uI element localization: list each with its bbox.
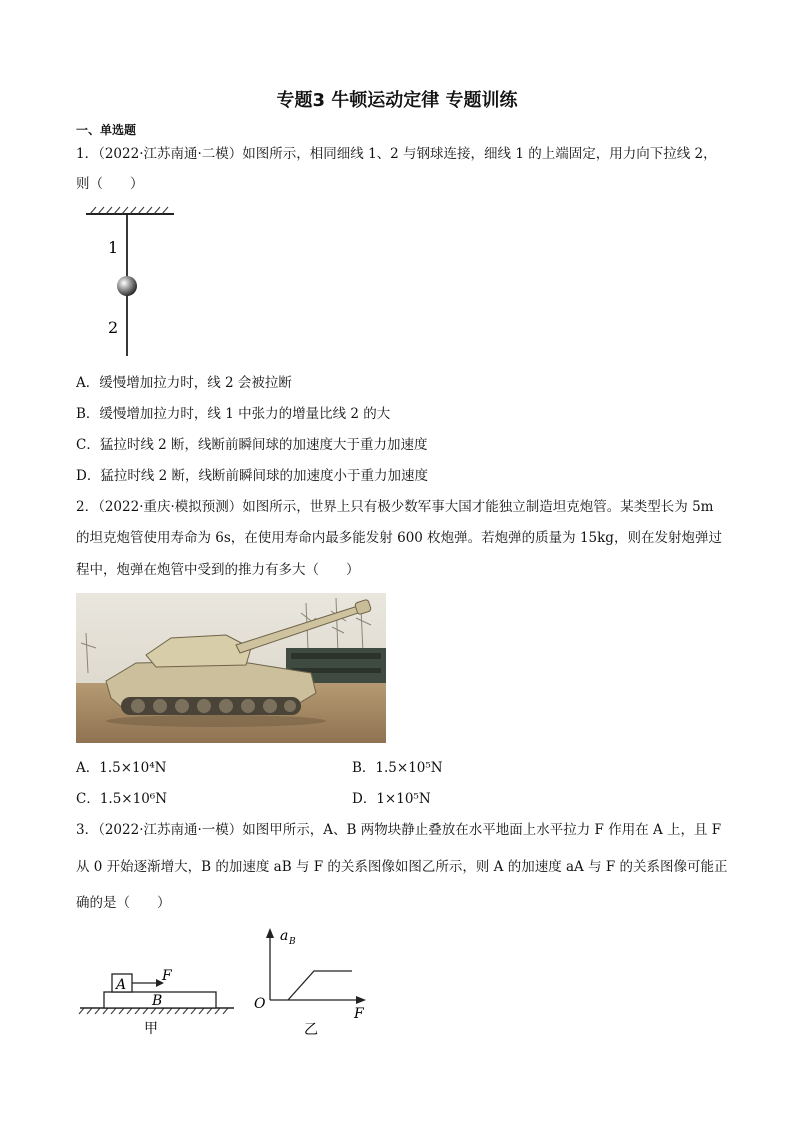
caption-jia: 甲 — [144, 1021, 158, 1037]
q3-figure-yi — [250, 922, 380, 1040]
q2-option-a[interactable]: A．1.5×10⁴N — [76, 760, 167, 776]
q2-option-b[interactable]: B．1.5×10⁵N — [352, 760, 443, 776]
string-label-1: 1 — [108, 238, 119, 257]
page-title: 专题3 牛顿运动定律 专题训练 — [276, 90, 518, 111]
q3-stem-line1: 3．（2022·江苏南通·一模）如图甲所示，A、B 两物块静止叠放在水平地面上水平拉力 F 作用在 A 上，且 F — [76, 822, 722, 838]
block-b-label: B — [152, 993, 163, 1009]
ab-curve — [288, 971, 352, 1000]
string-label-2: 2 — [108, 318, 119, 337]
q1-string-ball-figure — [80, 206, 180, 362]
q2-stem-line3: 程中，炮弹在炮管中受到的推力有多大（ ） — [76, 562, 360, 578]
origin-label: O — [254, 996, 266, 1012]
y-axis-subscript: B — [289, 937, 296, 947]
q1-option-a[interactable]: A．缓慢增加拉力时，线 2 会被拉断 — [76, 375, 292, 391]
y-axis-arrow — [266, 928, 274, 938]
q2-stem-line2: 的坦克炮管使用寿命为 6s，在使用寿命内最多能发射 600 枚炮弹。若炮弹的质量为 15kg，则在发射炮弹过 — [76, 530, 722, 546]
x-axis-label: F — [354, 1006, 364, 1022]
q2-option-c[interactable]: C．1.5×10⁶N — [76, 791, 168, 807]
q3-stem-line2: 从 0 开始逐渐增大，B 的加速度 aB 与 F 的关系图像如图乙所示，则 A 的加速度 aA 与 F 的关系图像可能正 — [76, 859, 728, 875]
q2-option-d[interactable]: D．1×10⁵N — [352, 791, 431, 807]
caption-yi: 乙 — [304, 1022, 318, 1038]
q2-stem-line1: 2．（2022·重庆·模拟预测）如图所示，世界上只有极少数军事大国才能独立制造坦克炮管。某类型长为 5m — [76, 499, 714, 515]
ceiling-hatch — [90, 207, 168, 214]
q1-option-b[interactable]: B．缓慢增加拉力时，线 1 中张力的增量比线 2 的大 — [76, 406, 391, 422]
q1-stem-line2: 则（ ） — [76, 176, 144, 192]
x-axis-arrow — [356, 996, 366, 1004]
force-label: F — [162, 968, 172, 984]
q1-stem-line1: 1．（2022·江苏南通·二模）如图所示，相同细线 1、2 与钢球连接，细线 1 的上端固定，用力向下拉线 2， — [76, 146, 717, 162]
tank-photo — [76, 593, 386, 743]
q1-option-d[interactable]: D．猛拉时线 2 断，线断前瞬间球的加速度小于重力加速度 — [76, 468, 428, 484]
section-heading: 一、单选题 — [76, 123, 137, 137]
steel-ball — [117, 276, 137, 296]
y-axis-label: a — [280, 928, 289, 944]
q3-figure-jia — [78, 960, 238, 1040]
q1-option-c[interactable]: C．猛拉时线 2 断，线断前瞬间球的加速度大于重力加速度 — [76, 437, 428, 453]
q3-stem-line3: 确的是（ ） — [76, 895, 171, 911]
block-a-label: A — [116, 977, 127, 993]
